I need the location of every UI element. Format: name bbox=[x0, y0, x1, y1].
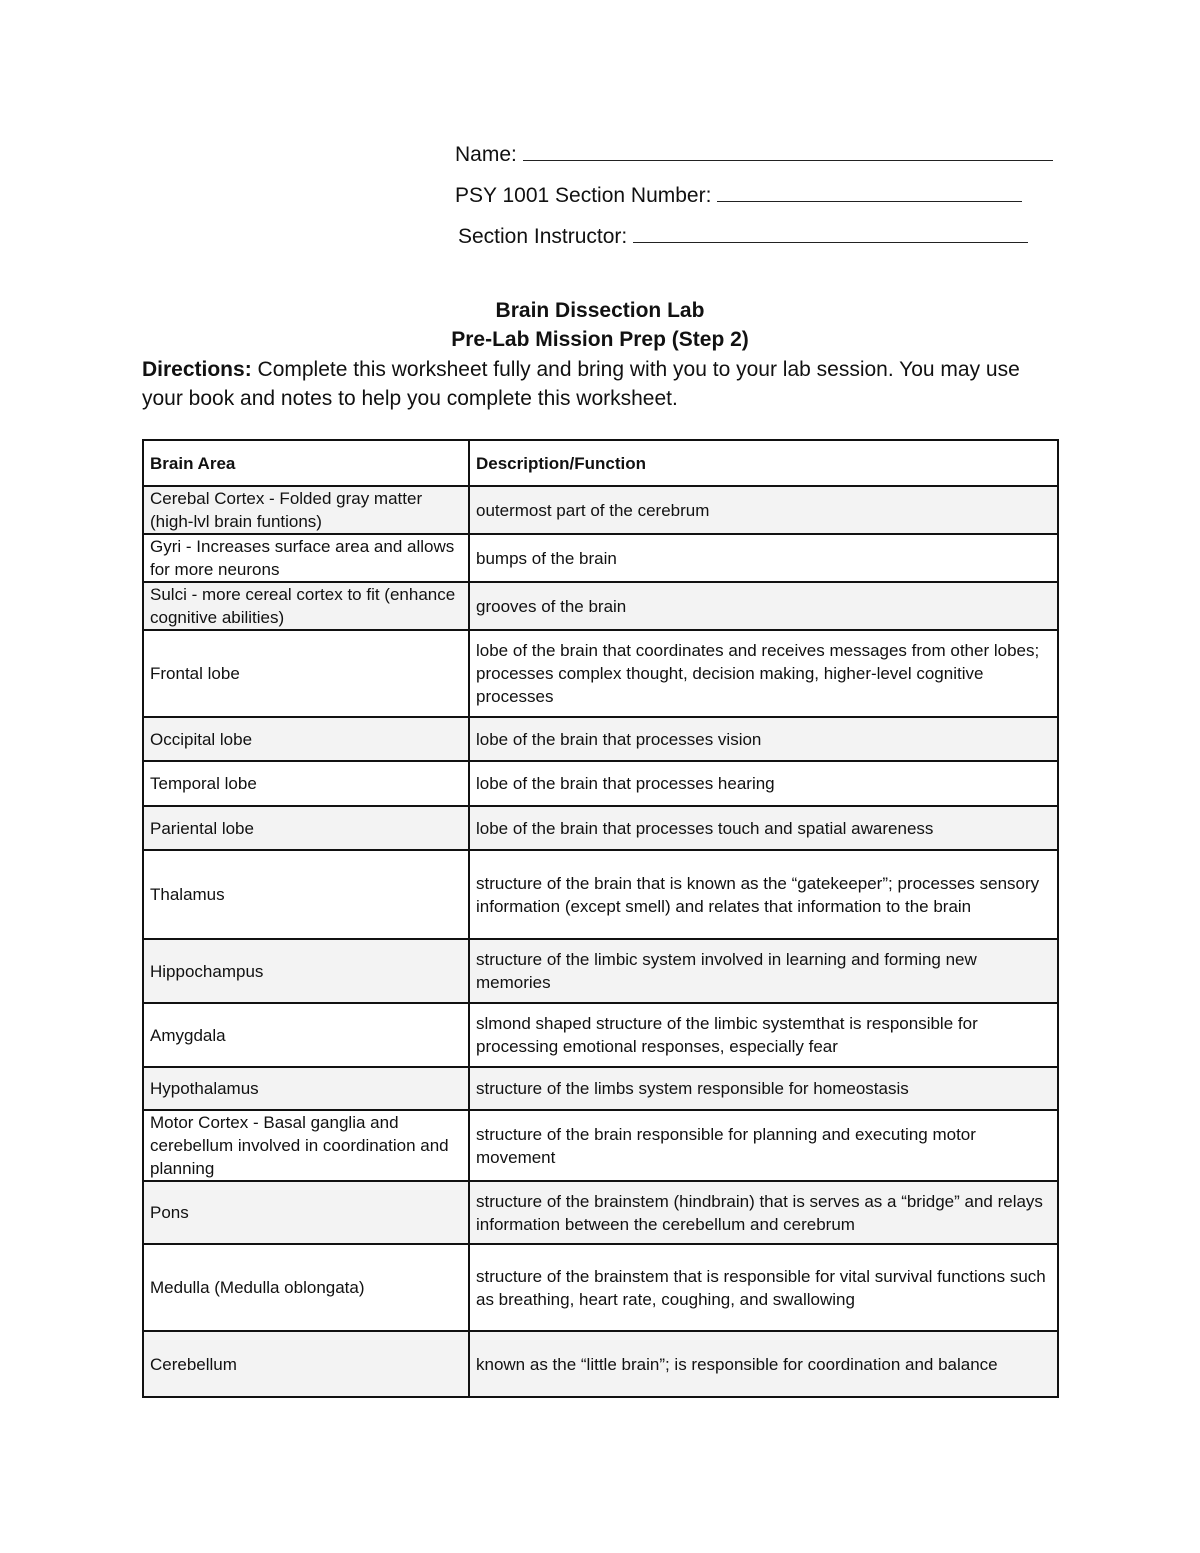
name-blank[interactable] bbox=[523, 142, 1053, 161]
description-cell: structure of the brainstem (hindbrain) that is serves as a “bridge” and relays information between the cerebellum and cerebrum bbox=[469, 1181, 1058, 1244]
directions-text: Complete this worksheet fully and bring with you to your lab session. You may use your book and notes to help you complete this worksheet. bbox=[142, 358, 1020, 410]
table-row bbox=[143, 717, 1058, 761]
table-row bbox=[143, 1067, 1058, 1110]
brain-area-cell: Temporal lobe bbox=[143, 761, 469, 806]
table-header-row bbox=[143, 440, 1058, 486]
description-cell: known as the “little brain”; is responsible for coordination and balance bbox=[469, 1331, 1058, 1397]
instructor-field[interactable] bbox=[458, 224, 1028, 249]
section-blank[interactable] bbox=[717, 183, 1022, 202]
header-brain-area: Brain Area bbox=[143, 440, 469, 486]
table-row bbox=[143, 806, 1058, 850]
description-cell: structure of the brain responsible for planning and executing motor movement bbox=[469, 1110, 1058, 1181]
description-cell: lobe of the brain that processes touch and spatial awareness bbox=[469, 806, 1058, 850]
brain-area-cell: Hypothalamus bbox=[143, 1067, 469, 1110]
description-cell: outermost part of the cerebrum bbox=[469, 486, 1058, 534]
brain-area-cell: Thalamus bbox=[143, 850, 469, 939]
name-label: Name: bbox=[455, 143, 517, 166]
directions-label: Directions: bbox=[142, 358, 252, 381]
brain-area-cell: Gyri - Increases surface area and allows for more neurons bbox=[143, 534, 469, 582]
table-row bbox=[143, 1181, 1058, 1244]
table-row bbox=[143, 486, 1058, 534]
description-cell: lobe of the brain that processes hearing bbox=[469, 761, 1058, 806]
description-cell: grooves of the brain bbox=[469, 582, 1058, 630]
brain-area-cell: Cerebellum bbox=[143, 1331, 469, 1397]
table-row bbox=[143, 1110, 1058, 1181]
description-cell: structure of the limbs system responsible for homeostasis bbox=[469, 1067, 1058, 1110]
brain-areas-table bbox=[142, 439, 1059, 1398]
page-subtitle: Pre-Lab Mission Prep (Step 2) bbox=[451, 328, 749, 351]
description-cell: slmond shaped structure of the limbic systemthat is responsible for processing emotional responses, especially fear bbox=[469, 1003, 1058, 1067]
brain-area-cell: Pariental lobe bbox=[143, 806, 469, 850]
table-row bbox=[143, 1244, 1058, 1331]
section-label: PSY 1001 Section Number: bbox=[455, 184, 712, 207]
description-cell: structure of the brain that is known as the “gatekeeper”; processes sensory information (except smell) and relates that information to the brain bbox=[469, 850, 1058, 939]
table-row bbox=[143, 1331, 1058, 1397]
table-row bbox=[143, 582, 1058, 630]
brain-area-cell: Sulci - more cereal cortex to fit (enhance cognitive abilities) bbox=[143, 582, 469, 630]
directions bbox=[142, 355, 1062, 413]
brain-area-cell: Motor Cortex - Basal ganglia and cerebellum involved in coordination and planning bbox=[143, 1110, 469, 1181]
description-cell: lobe of the brain that processes vision bbox=[469, 717, 1058, 761]
instructor-label: Section Instructor: bbox=[458, 225, 628, 248]
brain-area-cell: Cerebal Cortex - Folded gray matter (high-lvl brain funtions) bbox=[143, 486, 469, 534]
brain-area-cell: Occipital lobe bbox=[143, 717, 469, 761]
brain-area-cell: Amygdala bbox=[143, 1003, 469, 1067]
brain-area-cell: Frontal lobe bbox=[143, 630, 469, 717]
brain-area-cell: Hippochampus bbox=[143, 939, 469, 1003]
table-row bbox=[143, 761, 1058, 806]
instructor-blank[interactable] bbox=[633, 224, 1028, 243]
brain-area-cell: Medulla (Medulla oblongata) bbox=[143, 1244, 469, 1331]
description-cell: structure of the brainstem that is responsible for vital survival functions such as breathing, heart rate, coughing, and swallowing bbox=[469, 1244, 1058, 1331]
brain-area-cell: Pons bbox=[143, 1181, 469, 1244]
table-row bbox=[143, 630, 1058, 717]
table-row bbox=[143, 850, 1058, 939]
description-cell: structure of the limbic system involved in learning and forming new memories bbox=[469, 939, 1058, 1003]
table-row bbox=[143, 534, 1058, 582]
header-description: Description/Function bbox=[469, 440, 1058, 486]
table-row bbox=[143, 1003, 1058, 1067]
description-cell: bumps of the brain bbox=[469, 534, 1058, 582]
section-field[interactable] bbox=[455, 183, 1022, 208]
table-row bbox=[143, 939, 1058, 1003]
description-cell: lobe of the brain that coordinates and receives messages from other lobes; processes complex thought, decision making, higher-level cognitive processes bbox=[469, 630, 1058, 717]
page-title: Brain Dissection Lab bbox=[495, 299, 705, 322]
name-field[interactable] bbox=[455, 142, 1053, 167]
